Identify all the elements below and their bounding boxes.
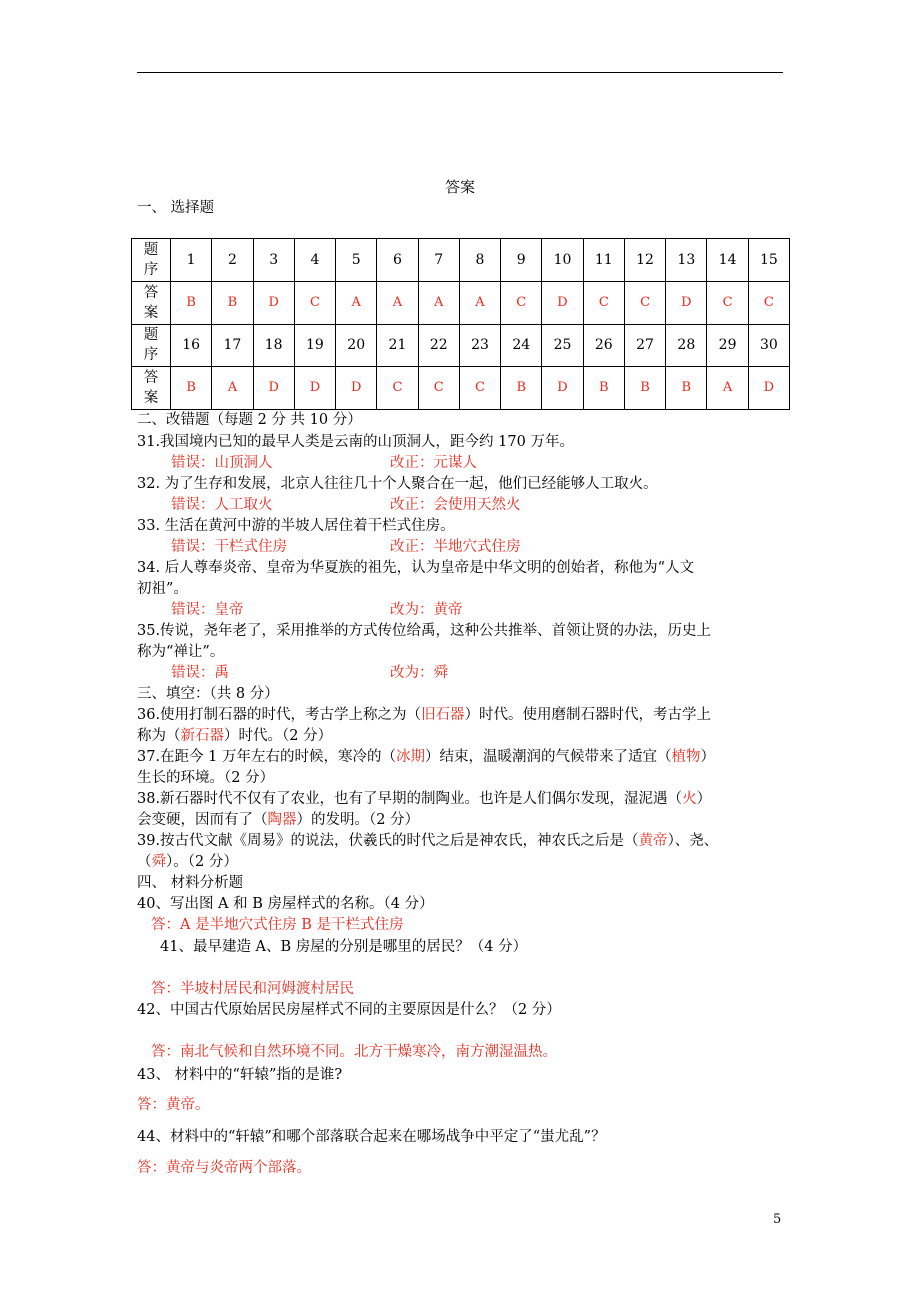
question-number-cell: 2 <box>212 239 253 282</box>
question-number-cell: 1 <box>171 239 212 282</box>
q34-fix: 改为：黄帝 <box>390 602 463 618</box>
question-number-cell: 23 <box>459 324 500 367</box>
answer-cell: B <box>212 281 253 324</box>
q37-answer-1: 冰期 <box>396 749 426 765</box>
question-number-cell: 27 <box>624 324 665 367</box>
q39-answer-1: 黄帝 <box>638 833 668 849</box>
question-42: 42、中国古代原始居民房屋样式不同的主要原因是什么？（2 分） <box>137 1002 561 1018</box>
page-title: 答案 <box>444 178 475 196</box>
question-number-cell: 5 <box>336 239 377 282</box>
answer-cell: C <box>707 281 748 324</box>
answer-cell: A <box>212 367 253 410</box>
question-number-cell: 29 <box>707 324 748 367</box>
question-35-line1: 35.传说，尧年老了，采用推举的方式传位给禹，这种公共推举、首领让贤的办法，历史上 <box>137 623 712 639</box>
q38-answer-2: 陶器 <box>267 812 297 828</box>
question-number-cell: 21 <box>377 324 418 367</box>
answer-cell: D <box>253 367 294 410</box>
q36-answer-2: 新石器 <box>180 728 224 744</box>
answer-cell: C <box>583 281 624 324</box>
answer-cell: C <box>459 367 500 410</box>
page-number: 5 <box>773 1212 782 1227</box>
question-number-cell: 3 <box>253 239 294 282</box>
answer-cell: C <box>294 281 335 324</box>
table-row-answers-2 <box>132 367 790 410</box>
question-number-cell: 26 <box>583 324 624 367</box>
question-37-line2: 生长的环境。（2 分） <box>137 770 275 786</box>
q32-error: 错误：人工取火 <box>171 497 273 513</box>
question-number-cell: 17 <box>212 324 253 367</box>
q32-fix: 改正：会使用天然火 <box>390 497 521 513</box>
question-number-cell: 25 <box>542 324 583 367</box>
section-heading-fill: 三、填空：（共 8 分） <box>137 686 279 702</box>
question-34-line1: 34. 后人尊奉炎帝、皇帝为华夏族的祖先，认为皇帝是中华文明的创始者，称他为“人文 <box>137 560 695 576</box>
question-36-line1: 36.使用打制石器的时代，考古学上称之为（旧石器）时代。使用磨制石器时代，考古学上 <box>137 707 712 723</box>
question-38-line1: 38.新石器时代不仅有了农业，也有了早期的制陶业。也许是人们偶尔发现，湿泥遇（火） <box>137 791 712 807</box>
q33-fix: 改正：半地穴式住房 <box>390 539 521 555</box>
question-41: 41、最早建造 A、B 房屋的分别是哪里的居民？（4 分） <box>160 939 528 955</box>
question-39-line1: 39.按古代文献《周易》的说法，伏羲氏的时代之后是神农氏，神农氏之后是（黄帝）、尧、 <box>137 833 719 849</box>
question-number-cell: 28 <box>666 324 707 367</box>
answer-table <box>131 238 790 410</box>
question-40: 40、写出图 A 和 B 房屋样式的名称。（4 分） <box>137 896 434 912</box>
question-number-cell: 20 <box>336 324 377 367</box>
question-39-line2: （舜）。（2 分） <box>137 854 238 870</box>
q36-answer-1: 旧石器 <box>421 707 465 723</box>
q31-error: 错误：山顶洞人 <box>171 455 273 471</box>
q42-answer: 答：南北气候和自然环境不同。北方干燥寒冷，南方潮湿温热。 <box>151 1044 557 1060</box>
q31-fix: 改正：元谋人 <box>390 455 477 471</box>
section-heading-correction: 二、改错题（每题 2 分 共 10 分） <box>137 412 362 428</box>
answer-cell: A <box>336 281 377 324</box>
q35-error: 错误：禹 <box>171 665 229 681</box>
answer-cell: D <box>336 367 377 410</box>
question-number-cell: 6 <box>377 239 418 282</box>
question-number-cell: 11 <box>583 239 624 282</box>
table-row-answers-1 <box>132 281 790 324</box>
answer-cell: D <box>666 281 707 324</box>
q39-answer-2: 舜 <box>151 854 166 870</box>
answer-cell: A <box>707 367 748 410</box>
question-33: 33. 生活在黄河中游的半坡人居住着干栏式住房。 <box>137 518 455 534</box>
table-row-numbers-2 <box>132 324 790 367</box>
question-37-line1: 37.在距今 1 万年左右的时候，寒冷的（冰期）结束，温暖潮润的气候带来了适宜（植物） <box>137 749 716 765</box>
question-number-cell: 15 <box>748 239 789 282</box>
answer-cell: A <box>459 281 500 324</box>
table-header-cell: 答 案 <box>132 281 171 324</box>
answer-cell: A <box>377 281 418 324</box>
answer-cell: B <box>624 367 665 410</box>
answer-cell: B <box>171 367 212 410</box>
answer-cell: D <box>542 367 583 410</box>
q33-error: 错误：干栏式住房 <box>171 539 287 555</box>
answer-cell: D <box>748 367 789 410</box>
question-number-cell: 10 <box>542 239 583 282</box>
q37-answer-2: 植物 <box>671 749 701 765</box>
table-row-numbers-1 <box>132 239 790 282</box>
q41-answer: 答：半坡村居民和河姆渡村居民 <box>151 981 354 997</box>
answer-cell: B <box>171 281 212 324</box>
section-heading-choice: 一、 选择题 <box>137 200 215 216</box>
answer-cell: A <box>418 281 459 324</box>
table-header-cell: 题 序 <box>132 239 171 282</box>
question-number-cell: 22 <box>418 324 459 367</box>
answer-cell: B <box>583 367 624 410</box>
question-number-cell: 12 <box>624 239 665 282</box>
question-number-cell: 24 <box>501 324 542 367</box>
q34-error: 错误：皇帝 <box>171 602 244 618</box>
section-heading-analysis: 四、 材料分析题 <box>137 875 244 891</box>
question-number-cell: 16 <box>171 324 212 367</box>
table-header-cell: 答 案 <box>132 367 171 410</box>
q43-answer: 答：黄帝。 <box>137 1097 210 1113</box>
answer-cell: B <box>501 367 542 410</box>
question-number-cell: 19 <box>294 324 335 367</box>
answer-cell: B <box>666 367 707 410</box>
q44-answer: 答：黄帝与炎帝两个部落。 <box>137 1160 311 1176</box>
question-number-cell: 7 <box>418 239 459 282</box>
question-36-line2: 称为（新石器）时代。（2 分） <box>137 728 333 744</box>
question-32: 32. 为了生存和发展，北京人往往几十个人聚合在一起，他们已经能够人工取火。 <box>137 476 658 492</box>
q35-fix: 改为：舜 <box>390 665 448 681</box>
answer-cell: C <box>418 367 459 410</box>
question-38-line2: 会变硬，因而有了（陶器）的发明。（2 分） <box>137 812 420 828</box>
answer-cell: D <box>542 281 583 324</box>
header-rule <box>137 72 783 73</box>
question-44: 44、材料中的“轩辕”和哪个部落联合起来在哪场战争中平定了“蚩尤乱”？ <box>137 1129 606 1145</box>
answer-cell: D <box>294 367 335 410</box>
q40-answer: 答：A 是半地穴式住房 B 是干栏式住房 <box>151 917 404 933</box>
question-35-line2: 称为“禅让”。 <box>137 644 225 660</box>
answer-cell: C <box>624 281 665 324</box>
question-number-cell: 8 <box>459 239 500 282</box>
table-header-cell: 题 序 <box>132 324 171 367</box>
question-43: 43、 材料中的“轩辕”指的是谁? <box>137 1067 343 1083</box>
question-34-line2: 初祖”。 <box>137 581 188 597</box>
question-31: 31.我国境内已知的最早人类是云南的山顶洞人，距今约 170 万年。 <box>137 434 574 450</box>
question-number-cell: 18 <box>253 324 294 367</box>
answer-cell: C <box>377 367 418 410</box>
answer-cell: C <box>501 281 542 324</box>
question-number-cell: 4 <box>294 239 335 282</box>
question-number-cell: 30 <box>748 324 789 367</box>
question-number-cell: 9 <box>501 239 542 282</box>
question-number-cell: 13 <box>666 239 707 282</box>
answer-cell: D <box>253 281 294 324</box>
answer-cell: C <box>748 281 789 324</box>
question-number-cell: 14 <box>707 239 748 282</box>
q38-answer-1: 火 <box>682 791 697 807</box>
